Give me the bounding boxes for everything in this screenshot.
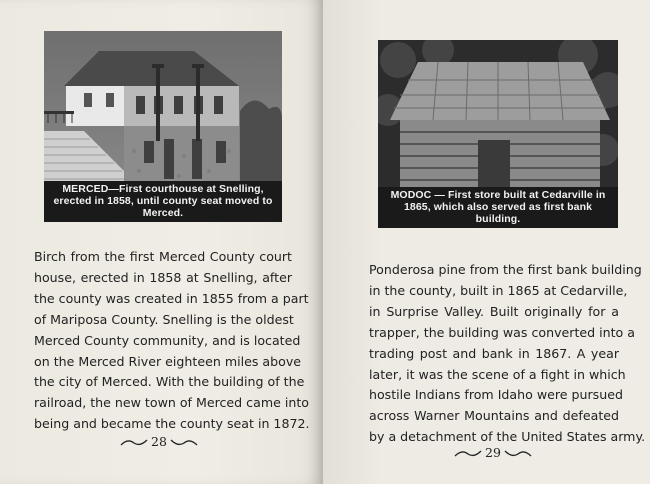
text-line: Ponderosa pine from the first bank building [369,262,642,277]
text-line: Birch from the first Merced County court [34,249,292,264]
page-number-text: 29 [485,445,501,460]
text-line: railroad, the new town of Merced came into [34,395,309,411]
text-line: the county was created in 1855 from a part [34,290,309,306]
text-line: Merced County community, and is located [34,332,301,348]
text-line: later, it was the scene of a fight in which [369,366,626,382]
text-line: house, erected in 1858 at Snelling, after [34,269,292,285]
left-flourish-icon [120,436,148,448]
left-flourish-icon [454,447,482,459]
text-line: being and became the county seat in 1872. [34,416,310,432]
page-number [454,445,532,460]
text-line: the city of Merced. With the building of the [34,374,305,390]
body-text [369,260,646,448]
right-flourish-icon [504,447,532,459]
page-number-text: 28 [151,434,167,449]
text-line: in Surprise Valley. Built originally for a [369,303,619,319]
text-line: across Warner Mountains and defeated [369,408,619,424]
text-line: of Mariposa County. Snelling is the oldest [34,311,294,327]
text-line: trading post and bank in 1867. A year [369,345,619,361]
text-line: by a detachment of the United States army. [369,429,646,445]
photo-caption: MERCED—First courthouse at Snelling, erected in 1858, until county seat moved to Merced. [44,181,282,222]
text-line: hostile Indians from Idaho were pursued [369,387,623,403]
left-page [0,0,323,484]
text-line: in the county, built in 1865 at Cedarville, [369,282,628,298]
cabin-photo [378,40,618,228]
body-text [34,247,310,435]
right-flourish-icon [170,436,198,448]
courthouse-photo [44,31,282,222]
page-number [120,434,198,449]
text-line: trapper, the building was converted into a [369,324,635,340]
photo-caption: MODOC — First store built at Cedarville in 1865, which also served as first bank building. [378,187,618,228]
text-line: on the Merced River eighteen miles above [34,353,302,369]
